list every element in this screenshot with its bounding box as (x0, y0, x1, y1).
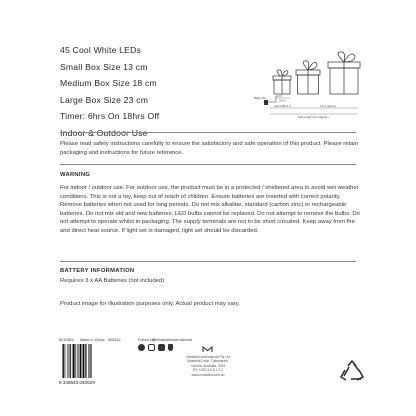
spec-timer: Timer: 6hrs On 18hrs Off (60, 111, 160, 122)
span-label: 1.5 m (approx.) (320, 105, 337, 108)
total-length-label: Total Length: 4.5 m (approx.) (298, 116, 329, 119)
safety-note: Please read safety instructions carefully to ensure the satisfactory and safe operation of this product. Please retain packaging and instructions for future reference. (60, 141, 358, 156)
barcode-bar (63, 344, 64, 378)
medium-gift-box-illustration (296, 61, 320, 94)
battery-title: BATTERY INFORMATION (60, 268, 135, 274)
barcode-bar (62, 344, 63, 378)
social-icons (138, 344, 173, 351)
address-line-1: Mirabella International Pty Ltd (186, 355, 230, 359)
spec-small-box: Small Box Size 13 cm (60, 61, 148, 72)
barcode-bar (77, 344, 78, 378)
address-line-4: Ph: 1300 4 6 8 1 0 2 (193, 368, 223, 373)
barcode-digits: 9 348643 040629 (59, 380, 95, 385)
instagram-icon[interactable] (148, 344, 155, 351)
spacing-label: 30 cm (279, 99, 286, 103)
spec-usage: Indoor & Outdoor Use (60, 127, 148, 138)
barcode-bar (73, 344, 75, 378)
barcode-bar (83, 344, 84, 378)
barcode-bar (82, 344, 83, 378)
barcode-bars (62, 344, 92, 378)
product-code-left: 8015954 (59, 338, 74, 342)
spec-medium-box: Medium Box Size 18 cm (60, 78, 157, 89)
made-in-label: Made in China (80, 338, 105, 342)
barcode-bar (91, 344, 92, 378)
small-gift-box-illustration (273, 70, 291, 94)
barcode-bar (80, 344, 82, 378)
spec-large-box: Large Box Size 23 cm (60, 94, 149, 105)
product-diagram (254, 52, 386, 124)
barcode-bar (86, 344, 87, 378)
product-code-right: 806642 (108, 338, 121, 342)
specs-list (60, 42, 260, 142)
follow-us-label: Follow Us! (138, 338, 156, 342)
address-line-2: Mirabella Drive, Tullamarine, (187, 359, 229, 364)
barcode-bar (70, 344, 71, 378)
recycle-icon (338, 360, 366, 384)
tiktok-icon[interactable] (168, 344, 173, 351)
barcode-bar (90, 344, 91, 378)
barcode-bar (72, 344, 73, 378)
barcode-bar (67, 344, 68, 378)
lead-cable-label: Lead Cable 3 m (274, 105, 291, 108)
divider-top (60, 132, 356, 133)
youtube-icon[interactable] (158, 344, 165, 351)
barcode-bar (69, 344, 70, 378)
barcode-bar (65, 344, 66, 378)
large-gift-box-illustration (328, 52, 360, 94)
barcode (58, 336, 116, 386)
barcode-bar (75, 344, 76, 378)
disclaimer-text: Product image for illustration purposes only. Actual product may vary. (60, 301, 240, 307)
social-handle: @mirabellointernational (152, 338, 192, 342)
divider-warning (60, 164, 356, 165)
divider-battery (60, 261, 356, 262)
battery-box-illustration (264, 100, 268, 105)
warning-title: WARNING (60, 172, 91, 178)
address-line-3: Victoria, Australia, 3043 (190, 363, 226, 368)
warning-body: For indoor / outdoor use. For outdoor use, the product must be in a protected / sheltered area to avoid wet weather conditions. This is not a toy, keep out of reach of children. Ensure batteries are inserted with correct polarity. Remove batteries when not used for long periods. Do not mix alkaline, standard (carbon zinc) or rechargeable batteries. Do not mix old and new batteries. LED bulbs cannot be replaced. Do not attempt to remove the bulbs. Do not attempt to operate whilst in packaging. The supply terminals are not to be short circuited. Keep away from fire and direct heat source. If light set is damaged, light set should be discarded. (60, 185, 360, 234)
battery-box-label: Battery Box (254, 97, 267, 100)
spec-led-count: 45 Cool White LEDs (60, 45, 141, 55)
barcode-bar (88, 344, 89, 378)
address-line-5: www.mirabella.com.au (191, 372, 225, 377)
facebook-icon[interactable] (138, 344, 145, 351)
barcode-bar (78, 344, 79, 378)
barcode-bar (85, 344, 86, 378)
mirabella-logo-icon (202, 346, 213, 353)
battery-body: Requires 3 x AA Batteries (not included) (60, 278, 165, 284)
company-address (186, 355, 230, 377)
